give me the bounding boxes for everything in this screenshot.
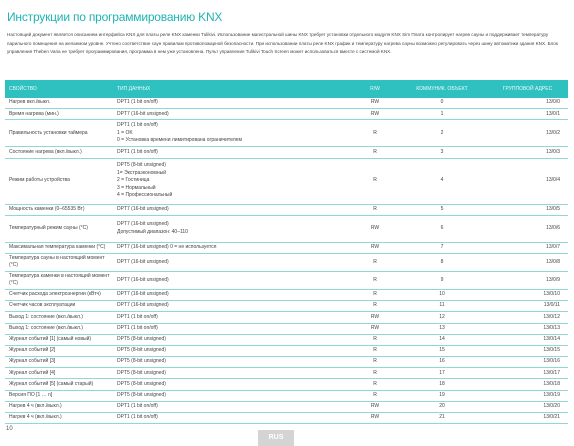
header-comm-object: КОММУНИК. ОБЪЕКТ [416, 86, 468, 92]
cell-rw: R [373, 302, 377, 309]
table-row [5, 120, 568, 147]
table-row [5, 335, 568, 346]
cell-rw: R [373, 129, 377, 136]
cell-group-address: 13/0/19 [543, 391, 560, 398]
cell-data-type-line: DPT7 (16-bit unsigned) [117, 258, 169, 265]
cell-data-type-line: DPT7 (16-bit unsigned) [117, 276, 169, 283]
cell-comm-object: 11 [439, 302, 445, 309]
cell-group-address: 13/0/1 [546, 110, 560, 117]
cell-data-type [113, 121, 353, 146]
table-row [5, 272, 568, 290]
cell-group-address: 13/0/16 [543, 358, 560, 365]
table-row [5, 216, 568, 243]
table-row [5, 324, 568, 335]
header-data-type: ТИП ДАННЫХ [117, 86, 151, 92]
cell-property: Температурный режим сауны (°C) [9, 225, 88, 231]
cell-group-address: 13/0/9 [546, 276, 560, 283]
cell-group-address: 13/0/2 [546, 129, 560, 136]
cell-data-type [113, 380, 353, 390]
cell-data-type-line: 4 = Профессиональный [117, 192, 173, 199]
cell-group-address: 13/0/0 [546, 99, 560, 106]
cell-comm-object: 12 [439, 313, 445, 320]
cell-comm-object: 19 [439, 391, 445, 398]
cell-data-type-line: DPT7 (16-bit unsigned) [117, 221, 169, 228]
cell-data-type [113, 335, 353, 345]
cell-rw: R [373, 358, 377, 365]
cell-group-address: 13/0/7 [546, 244, 560, 251]
cell-group-address: 13/0/3 [546, 148, 560, 155]
table-row [5, 346, 568, 357]
table-body [5, 98, 568, 424]
cell-data-type [113, 290, 353, 300]
cell-data-type-line: DPT7 (16-bit unsigned) [117, 302, 169, 309]
cell-comm-object: 13 [439, 324, 445, 331]
cell-rw: R [373, 148, 377, 155]
cell-property: Журнал событий [1] (самый новый) [9, 336, 92, 343]
cell-rw: R [373, 347, 377, 354]
table-row [5, 368, 568, 379]
cell-data-type-line: DPT5 (8-bit unsigned) [117, 336, 166, 343]
table-row [5, 290, 568, 301]
cell-group-address: 13/0/12 [543, 313, 560, 320]
cell-property: Состояние нагрева (вкл./выкл.) [9, 148, 82, 155]
table-row [5, 98, 568, 109]
cell-comm-object: 3 [440, 148, 444, 155]
cell-data-type-line: DPT1 (1 bit on/off) [117, 313, 158, 320]
cell-rw: R [373, 177, 377, 184]
cell-data-type [113, 346, 353, 356]
cell-property: Журнал событий [4] [9, 369, 56, 376]
language-badge: RUS [258, 430, 294, 446]
cell-property: Время нагрева (мин.) [9, 110, 59, 117]
cell-data-type-line: DPT1 (1 bit on/off) [117, 403, 158, 410]
cell-property: Нагрев 4 ч (вкл./выкл.) [9, 414, 62, 421]
cell-comm-object: 18 [439, 380, 445, 387]
table-row [5, 205, 568, 216]
cell-group-address: 13/0/13 [543, 324, 560, 331]
cell-data-type [113, 98, 353, 108]
cell-rw: RW [370, 324, 380, 331]
cell-group-address: 13/0/6 [546, 225, 560, 231]
table-header [5, 80, 568, 98]
cell-data-type [113, 301, 353, 311]
cell-rw: R [373, 205, 377, 212]
cell-rw: R [373, 258, 377, 265]
cell-data-type [113, 391, 353, 401]
cell-data-type [113, 110, 353, 120]
cell-data-type-line: DPT7 (16-bit unsigned) 0 = не используется [117, 244, 217, 251]
cell-property: Правильность установки таймера [9, 129, 88, 136]
cell-comm-object: 21 [439, 414, 445, 421]
cell-comm-object: 7 [440, 244, 444, 251]
cell-comm-object: 17 [439, 369, 445, 376]
header-property: СВОЙСТВО [9, 86, 37, 92]
cell-data-type [113, 205, 353, 215]
cell-data-type [113, 243, 353, 253]
cell-data-type-line: DPT5 (8-bit unsigned) [117, 369, 166, 376]
cell-rw: RW [370, 110, 380, 117]
cell-data-type-line: DPT5 (8-bit unsigned) [117, 391, 166, 398]
cell-property: Нагрев 4 ч (вкл./выкл.) [9, 403, 62, 410]
cell-property: Температура каменки в настоящий момент (°C) [9, 272, 110, 287]
cell-data-type-line: DPT7 (16-bit unsigned) [117, 110, 169, 117]
cell-property: Журнал событий [3] [9, 358, 56, 365]
cell-comm-object: 0 [440, 99, 444, 106]
table-row [5, 379, 568, 390]
cell-group-address: 13/0/20 [543, 403, 560, 410]
cell-property: Версия ПО [1 … n] [9, 391, 53, 398]
cell-group-address: 13/0/17 [543, 369, 560, 376]
table-row [5, 159, 568, 205]
cell-rw: RW [370, 414, 380, 421]
cell-comm-object: 9 [440, 276, 444, 283]
intro-paragraph: Настоящий документ является описанием интерфейса KNX для платы реле KNX каменки Tulikivi. Использование магистральной шины KNX требует установки отдельного модуля KNX Sim Плата контролирует нагрев сауны и поддерживает температуру парильного помещения на желаемом уровне. Учтено соответствие саун правилам противопожарной безопасности. При использовании платы реле KNX график и температуру нагрева сауны возможно регулировать через шину автоматики здания KNX. Блок управления Theben Varia не требует программирования, программа в нем уже установлена. Пульт управления Tulikivi Touch Screen может использоваться вместе с системой KNX. [7, 32, 558, 54]
cell-property: Журнал событий [2] [9, 347, 56, 354]
header-rw: R/W [370, 86, 380, 92]
cell-rw: RW [370, 403, 380, 410]
cell-comm-object: 1 [440, 110, 444, 117]
cell-data-type-line: 1 = OK [117, 129, 133, 136]
cell-data-type-line: DPT5 (8-bit unsigned) [117, 347, 166, 354]
cell-group-address: 13/0/5 [546, 205, 560, 212]
cell-data-type [113, 402, 353, 412]
cell-comm-object: 8 [440, 258, 444, 265]
cell-group-address: 13/0/10 [543, 291, 560, 298]
cell-data-type-line: DPT7 (16-bit unsigned) [117, 291, 169, 298]
cell-data-type-line: DPT1 (1 bit on/off) [117, 122, 158, 129]
cell-comm-object: 15 [439, 347, 445, 354]
cell-comm-object: 4 [440, 177, 444, 184]
cell-data-type-line: 2 = Гостиница [117, 177, 150, 184]
table-row [5, 254, 568, 272]
cell-data-type-line: DPT1 (1 bit on/off) [117, 414, 158, 421]
page-title: Инструкции по программированию KNX [7, 10, 223, 24]
cell-data-type [113, 357, 353, 367]
cell-rw: R [373, 391, 377, 398]
table-row [5, 301, 568, 312]
cell-comm-object: 14 [439, 336, 445, 343]
cell-group-address: 13/0/18 [543, 380, 560, 387]
cell-group-address: 13/0/14 [543, 336, 560, 343]
table-row [5, 391, 568, 402]
cell-data-type-line: DPT1 (1 bit on/off) [117, 148, 158, 155]
cell-data-type [113, 313, 353, 323]
cell-rw: R [373, 291, 377, 298]
cell-comm-object: 2 [440, 129, 444, 136]
table-row [5, 413, 568, 424]
table-row [5, 402, 568, 413]
cell-property: Счетчик часов эксплуатации [9, 302, 76, 309]
cell-data-type [113, 324, 353, 334]
cell-property: Мощность каменки (0–65535 Вт) [9, 205, 85, 212]
cell-data-type-line: DPT5 (8-bit unsigned) [117, 380, 166, 387]
table-row [5, 147, 568, 158]
cell-group-address: 13/0/4 [546, 177, 560, 184]
cell-property: Температура сауны в настоящий момент (°C) [9, 254, 105, 269]
cell-rw: RW [370, 313, 380, 320]
cell-comm-object: 16 [439, 358, 445, 365]
cell-comm-object: 20 [439, 403, 445, 410]
cell-data-type [113, 161, 353, 201]
cell-comm-object: 5 [440, 205, 444, 212]
cell-property: Максимальная температура каменки (°C) [9, 244, 106, 251]
cell-data-type-line: Допустимый диапазон: 40–110 [117, 228, 188, 235]
cell-data-type [113, 413, 353, 423]
table-row [5, 357, 568, 368]
knx-table [5, 80, 568, 424]
cell-property: Нагрев вкл./выкл. [9, 99, 51, 106]
cell-property: Счетчик расхода электроэнергии (кВтч) [9, 291, 101, 298]
cell-data-type-line: DPT5 (8-bit unsigned) [117, 162, 166, 169]
cell-property: Выход 1: состояние (вкл./выкл.) [9, 324, 83, 331]
table-row [5, 243, 568, 254]
cell-data-type [113, 276, 353, 286]
table-row [5, 312, 568, 323]
page-number: 10 [6, 426, 13, 432]
cell-rw: RW [370, 244, 380, 251]
cell-data-type [113, 220, 353, 237]
cell-rw: RW [370, 225, 380, 231]
cell-rw: R [373, 336, 377, 343]
cell-group-address: 13/0/11 [543, 302, 560, 309]
cell-data-type-line: DPT7 (16-bit unsigned) [117, 205, 169, 212]
cell-group-address: 13/0/15 [543, 347, 560, 354]
cell-data-type-line: DPT1 (1 bit on/off) [117, 324, 158, 331]
cell-group-address: 13/0/21 [543, 414, 560, 421]
cell-data-type [113, 258, 353, 268]
cell-comm-object: 10 [439, 291, 445, 298]
header-group-address: ГРУППОВОЙ АДРЕС [502, 86, 553, 92]
cell-group-address: 13/0/8 [546, 258, 560, 265]
cell-data-type [113, 148, 353, 158]
cell-data-type-line: 3 = Нормальный [117, 184, 156, 191]
cell-property: Режим работы устройства [9, 177, 70, 184]
cell-data-type [113, 369, 353, 379]
cell-data-type-line: DPT5 (8-bit unsigned) [117, 358, 166, 365]
cell-data-type-line: DPT1 (1 bit on/off) [117, 99, 158, 106]
cell-rw: R [373, 369, 377, 376]
cell-data-type-line: 1= Экстраэкономный [117, 169, 166, 176]
cell-data-type-line: 0 = Установка времени лимитирована ограничителем [117, 137, 242, 144]
cell-property: Журнал событий [5] (самый старый) [9, 380, 94, 387]
cell-rw: R [373, 380, 377, 387]
table-row [5, 109, 568, 120]
cell-rw: R [373, 276, 377, 283]
cell-comm-object: 6 [440, 225, 444, 231]
cell-property: Выход 1: состояние (вкл./выкл.) [9, 313, 83, 320]
cell-rw: RW [370, 99, 380, 106]
